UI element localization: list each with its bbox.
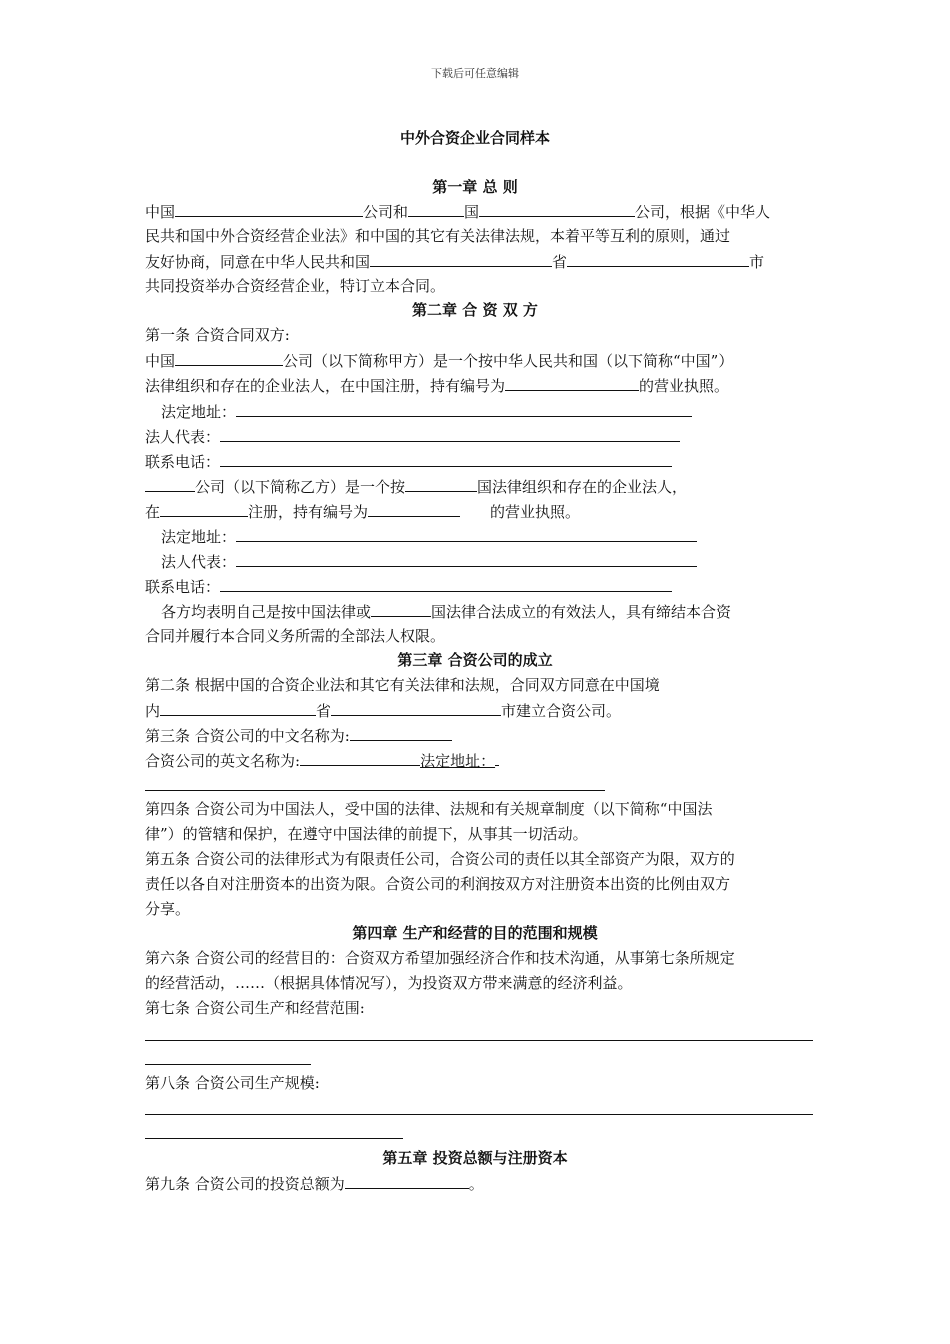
blank-field	[220, 449, 672, 467]
party-a-representative: 法人代表：	[145, 424, 680, 449]
document-title: 中外合资企业合同样本	[399, 129, 550, 147]
blank-field	[220, 424, 680, 442]
blank-field	[331, 698, 501, 716]
article-3: 第三条 合资公司的中文名称为:	[145, 723, 452, 748]
article-3-line-2: 合资公司的英文名称为: 法定地址：	[145, 748, 499, 773]
chapter-4-heading: 第四章 生产和经营的目的范围和规模	[352, 924, 598, 942]
blank-field	[220, 574, 672, 592]
article-9: 第九条 合资公司的投资总额为 。	[145, 1171, 484, 1196]
chapter-1-line-2: 民共和国中外合资经营企业法》和中国的其它有关法律法规，本着平等互利的原则，通过	[145, 227, 731, 245]
blank-field	[160, 499, 248, 517]
blank-field	[175, 199, 363, 217]
article-4: 第四条 合资公司为中国法人，受中国的法律、法规和有关规章制度（以下简称“中国法	[145, 800, 713, 818]
article-2: 第二条 根据中国的合资企业法和其它有关法律和法规，合同双方同意在中国境	[145, 676, 660, 694]
blank-field	[567, 249, 749, 267]
party-a-line-2: 法律组织和存在的企业法人，在中国注册，持有编号为 的营业执照。	[145, 373, 729, 398]
article-5: 第五条 合资公司的法律形式为有限责任公司，合资公司的责任以其全部资产为限，双方的	[145, 850, 735, 868]
party-b-line-2: 在 注册，持有编号为 的营业执照。	[145, 499, 580, 524]
article-5-line-3: 分享。	[145, 900, 191, 918]
blank-field	[236, 524, 697, 542]
blank-field	[236, 399, 692, 417]
chapter-1-heading: 第一章 总 则	[432, 178, 518, 196]
blank-rule	[145, 1138, 403, 1139]
blank-rule	[145, 790, 605, 791]
chapter-1-line-1: 中国 公司和 国 公司，根据《中华人	[145, 199, 770, 224]
chapter-2-heading: 第二章 合 资 双 方	[412, 301, 538, 319]
blank-field	[145, 474, 195, 492]
party-b-representative: 法人代表：	[161, 549, 697, 574]
article-6-line-2: 的经营活动，……（根据具体情况写），为投资双方带来满意的经济利益。	[145, 974, 633, 992]
chapter-3-heading: 第三章 合资公司的成立	[397, 651, 553, 669]
blank-rule	[145, 1040, 813, 1041]
article-1: 第一条 合资合同双方:	[145, 326, 290, 344]
party-b-phone: 联系电话：	[145, 574, 672, 599]
blank-field	[345, 1171, 469, 1189]
page-header-note: 下载后可任意编辑	[431, 67, 519, 80]
blank-field	[371, 599, 431, 617]
blank-field	[236, 549, 697, 567]
blank-field	[160, 698, 316, 716]
article-6: 第六条 合资公司的经营目的：合资双方希望加强经济合作和技术沟通，从事第七条所规定	[145, 949, 735, 967]
blank-field	[505, 373, 639, 391]
blank-field	[350, 723, 452, 741]
article-4-line-2: 律”）的管辖和保护，在遵守中国法律的前提下，从事其一切活动。	[145, 825, 588, 843]
blank-rule	[145, 1114, 813, 1115]
blank-field	[479, 199, 635, 217]
party-a-address: 法定地址：	[161, 399, 692, 424]
article-8: 第八条 合资公司生产规模:	[145, 1074, 320, 1092]
blank-field	[405, 474, 477, 492]
party-a-phone: 联系电话：	[145, 449, 672, 474]
chapter-1-line-4: 共同投资举办合资经营企业，特订立本合同。	[145, 277, 446, 295]
blank-field	[175, 348, 283, 366]
blank-field	[408, 199, 464, 217]
chapter-5-heading: 第五章 投资总额与注册资本	[382, 1149, 568, 1167]
declaration-line-2: 合同并履行本合同义务所需的全部法人权限。	[145, 627, 446, 645]
blank-field	[370, 249, 552, 267]
party-b-address: 法定地址：	[161, 524, 697, 549]
party-a-line-1: 中国 公司（以下简称甲方）是一个按中华人民共和国（以下简称“中国”）	[145, 348, 733, 373]
declaration-line-1: 各方均表明自己是按中国法律或 国法律合法成立的有效法人，具有缔结本合资	[161, 599, 731, 624]
blank-field	[495, 748, 499, 766]
blank-rule	[145, 1064, 311, 1065]
article-7: 第七条 合资公司生产和经营范围:	[145, 999, 365, 1017]
article-5-line-2: 责任以各自对注册资本的出资为限。合资公司的利润按双方对注册资本出资的比例由双方	[145, 875, 731, 893]
blank-field	[368, 499, 460, 517]
article-2-line-2: 内 省 市建立合资公司。	[145, 698, 621, 723]
chapter-1-line-3: 友好协商，同意在中华人民共和国 省 市	[145, 249, 764, 274]
blank-field	[300, 748, 420, 766]
party-b-line-1: 公司（以下简称乙方）是一个按 国法律组织和存在的企业法人，	[145, 474, 687, 499]
